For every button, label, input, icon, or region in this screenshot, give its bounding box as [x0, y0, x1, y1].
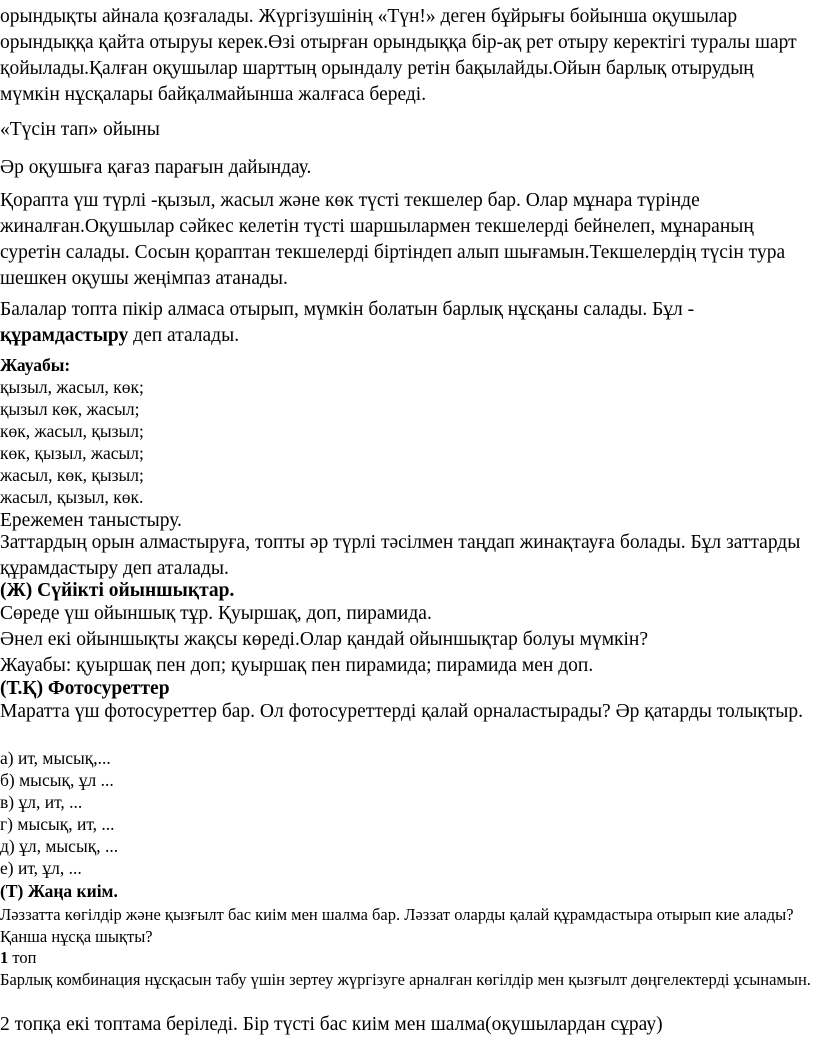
answer-line: жасыл, көк, қызыл; — [0, 465, 144, 485]
group2-text: 2 топқа екі топтама беріледі. Бір түсті бас киім мен шалма(оқушылардан сұрау) — [0, 1014, 663, 1035]
rule-intro: Ережемен таныстыру. — [0, 510, 182, 531]
group-text-prefix: Балалар топта пікір алмаса отырып, мүмкін болатын барлық нұсқаны салады. Бұл - — [0, 299, 695, 320]
photos-heading-text: (Т.Қ) Фотосуреттер — [0, 678, 170, 699]
clothes-text: Ләззатта көгілдір және қызғылт бас киім мен шалма бар. Ләззат оларды қалай құрамдастыра отырып кие алады? Қанша нұсқа шықты? — [0, 905, 794, 946]
toys-block — [0, 601, 812, 679]
clothes-heading-text: (Т) Жаңа киім. — [0, 881, 118, 901]
answer-block — [0, 354, 812, 508]
photo-row: а) ит, мысық,... — [0, 748, 111, 768]
photo-rows — [0, 747, 812, 879]
group1-text: Барлық комбинация нұсқасын табу үшін зертеу жүргізуге арналған көгілдір мен қызғылт дөңгелектерді ұсынамын. — [0, 970, 811, 989]
answer-label: Жауабы: — [0, 355, 71, 375]
photo-row: е) ит, ұл, ... — [0, 858, 82, 878]
intro-paragraph: орындықты айнала қозғалады. Жүргізушінің «Түн!» деген бұйрығы бойынша оқушылар орындыққа қайта отыруы керек.Өзі отырған орындыққа бір-ақ рет отыру керектігі туралы шарт қойылады.Қалған оқушылар шарттың орындалу ретін бақылайды.Ойын барлық отырудың мүмкін нұсқалары байқалмайынша жалғаса береді. — [0, 6, 797, 105]
photo-row: д) ұл, мысық, ... — [0, 836, 119, 856]
answer-line: көк, қызыл, жасыл; — [0, 443, 144, 463]
answer-line: көк, жасыл, қызыл; — [0, 421, 144, 441]
group1-line — [0, 947, 812, 969]
photo-row: г) мысық, ит, ... — [0, 814, 115, 834]
photo-row: б) мысық, ұл ... — [0, 770, 114, 790]
group-text-term: құрамдастыру — [0, 325, 129, 346]
toys-line: Жауабы: қуыршақ пен доп; қуыршақ пен пирамида; пирамида мен доп. — [0, 655, 594, 676]
group-paragraph — [0, 297, 812, 349]
photos-text: Маратта үш фотосуреттер бар. Ол фотосуреттерді қалай орналастырады? Әр қатарды толықтыр. — [0, 701, 804, 722]
clothes-heading — [0, 880, 812, 902]
group1-number: 1 — [0, 948, 9, 967]
toys-line: Әнел екі ойыншықты жақсы көреді.Олар қандай ойыншықтар болуы мүмкін? — [0, 629, 649, 650]
answer-line: жасыл, қызыл, көк. — [0, 487, 144, 507]
prep-text: Әр оқушыға қағаз парағын дайындау. — [0, 157, 312, 178]
game-title: «Түсін тап» ойыны — [0, 119, 160, 140]
toys-line: Сөреде үш ойыншық тұр. Қуыршақ, доп, пирамида. — [0, 603, 432, 624]
answer-line: қызыл көк, жасыл; — [0, 399, 140, 419]
photo-row: в) ұл, ит, ... — [0, 792, 83, 812]
group-text-suffix: деп аталады. — [128, 325, 240, 346]
answer-line: қызыл, жасыл, көк; — [0, 377, 144, 397]
rule-text: Заттардың орын алмастыруға, топты әр түрлі тәсілмен таңдап жинақтауға болады. Бұл заттарды құрамдастыру деп аталады. — [0, 532, 801, 579]
toys-heading-text: (Ж) Сүйікті ойыншықтар. — [0, 580, 235, 601]
box-paragraph: Қорапта үш түрлі -қызыл, жасыл және көк түсті текшелер бар. Олар мұнара түрінде жиналған.Оқушылар сәйкес келетін түсті шаршылармен текшелерді бейнелеп, мұнараның суретін салады. Сосын қораптан текшелерді біртіндеп алып шығамын.Текшелердің түсін тура шешкен оқушы жеңімпаз атанады. — [0, 190, 786, 289]
group1-label: топ — [8, 948, 37, 967]
